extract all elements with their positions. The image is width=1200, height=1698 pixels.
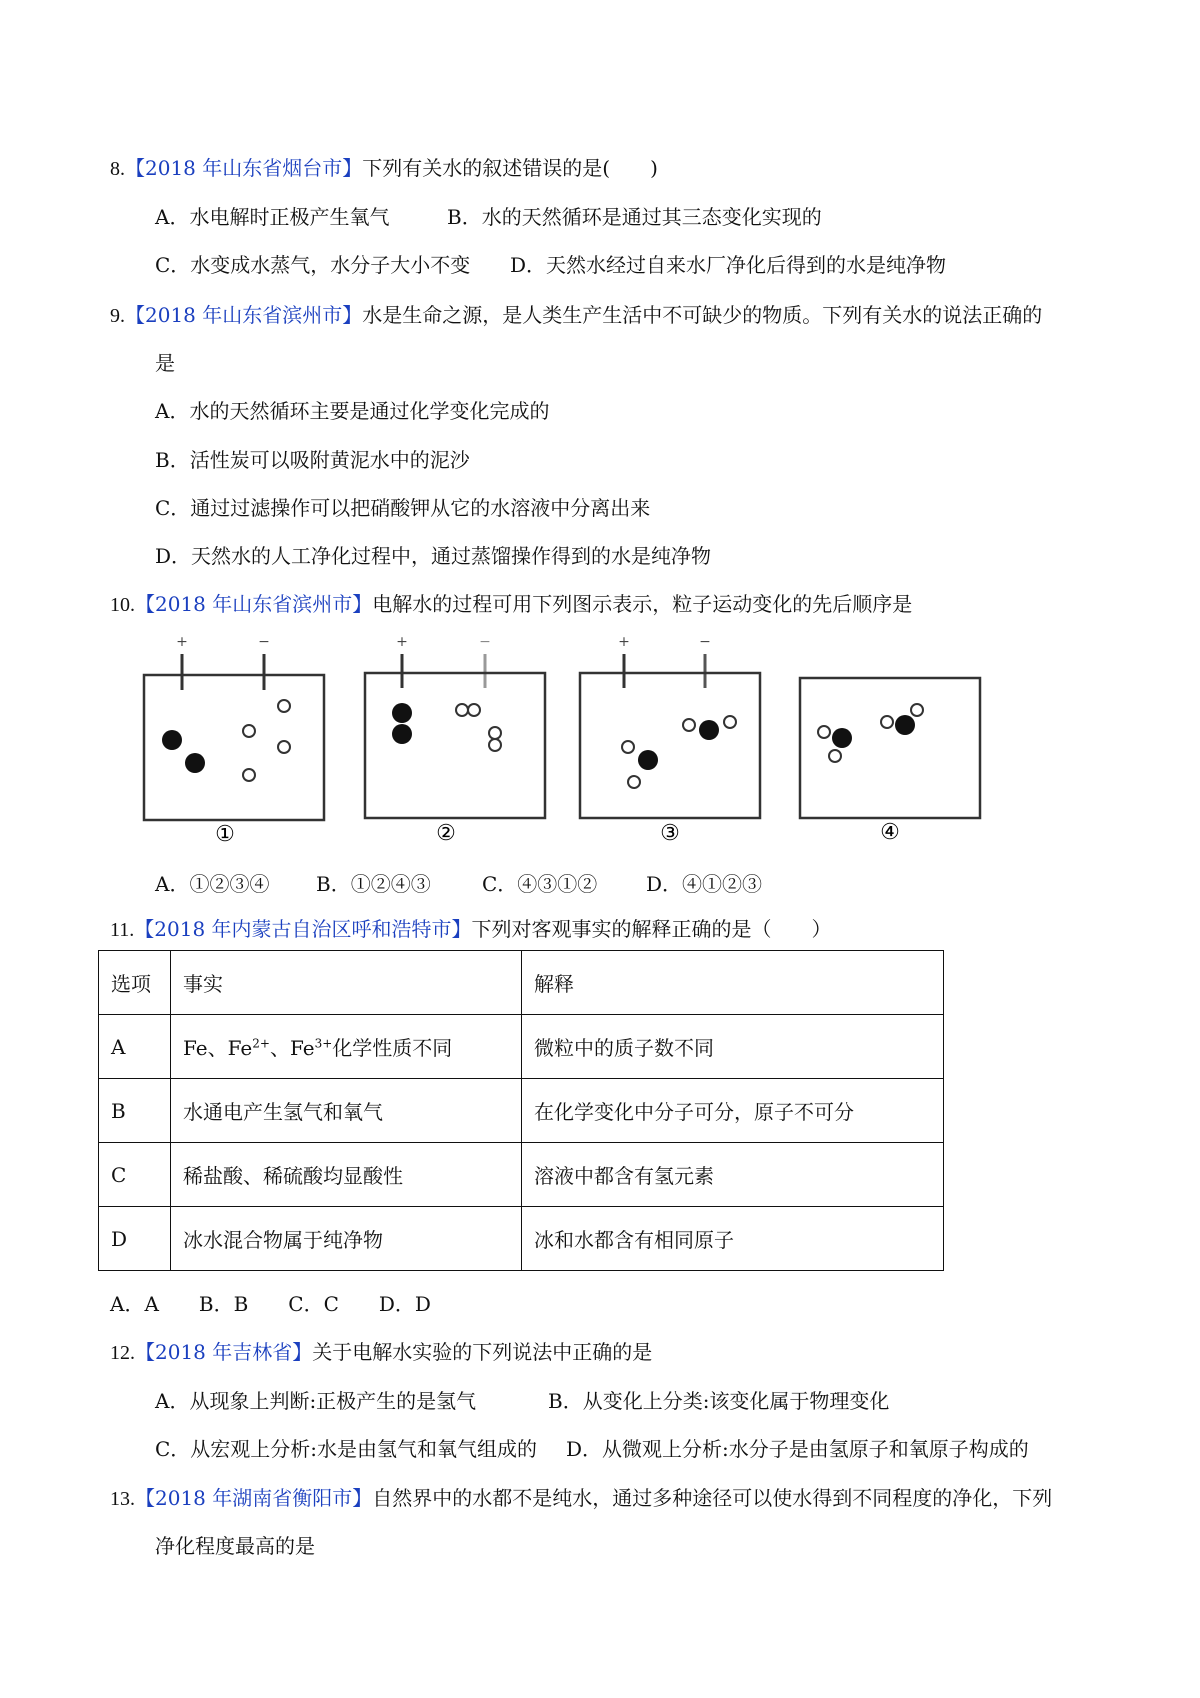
option-b: B．水的天然循环是通过其三态变化实现的 bbox=[447, 205, 822, 229]
question-11-options: A．A B．B C．C D．D bbox=[110, 1292, 431, 1316]
option-c: C．从宏观上分析:水是由氢气和氧气组成的 bbox=[155, 1437, 538, 1461]
question-text: 下列有关水的叙述错误的是( ) bbox=[362, 156, 658, 180]
panel-2 bbox=[365, 634, 545, 846]
table-row bbox=[99, 1015, 944, 1079]
option-b: B．从变化上分类:该变化属于物理变化 bbox=[548, 1389, 890, 1413]
question-8-stem bbox=[110, 154, 658, 183]
table-row bbox=[99, 1079, 944, 1143]
option-a: A．水电解时正极产生氧气 bbox=[155, 205, 390, 229]
question-text: 下列对客观事实的解释正确的是（ ） bbox=[471, 917, 832, 941]
option-d: D．④①②③ bbox=[646, 872, 763, 896]
option-a: A．从现象上判断:正极产生的是氢气 bbox=[155, 1389, 477, 1413]
question-text: 关于电解水实验的下列说法中正确的是 bbox=[312, 1340, 653, 1364]
table-header: 事实 bbox=[171, 951, 522, 1015]
table-cell-option: C bbox=[99, 1143, 171, 1207]
question-12-stem bbox=[110, 1338, 652, 1367]
panel-label: ① bbox=[215, 822, 235, 847]
table-cell-fact: 稀盐酸、稀硫酸均显酸性 bbox=[171, 1143, 522, 1207]
table-cell-fact: 水通电产生氢气和氧气 bbox=[171, 1079, 522, 1143]
question-source: 【2018 年吉林省】 bbox=[135, 1340, 313, 1364]
table-cell-option: A bbox=[99, 1015, 171, 1079]
question-source: 【2018 年湖南省衡阳市】 bbox=[135, 1486, 373, 1510]
question-number: 10. bbox=[110, 594, 135, 616]
table-header-row bbox=[99, 951, 944, 1015]
question-text: 自然界中的水都不是纯水，通过多种途径可以使水得到不同程度的净化，下列 bbox=[372, 1486, 1053, 1510]
table-cell-fact: 冰水混合物属于纯净物 bbox=[171, 1207, 522, 1271]
option-a: A．①②③④ bbox=[155, 872, 270, 896]
table-cell-explanation: 微粒中的质子数不同 bbox=[522, 1015, 944, 1079]
question-text-continued: 是 bbox=[155, 351, 175, 375]
question-11-stem bbox=[110, 915, 832, 944]
question-10-stem bbox=[110, 590, 912, 619]
question-text: 电解水的过程可用下列图示表示，粒子运动变化的先后顺序是 bbox=[372, 592, 913, 616]
table-header: 选项 bbox=[99, 951, 171, 1015]
positive-electrode-label: + bbox=[618, 634, 630, 650]
panel-label: ④ bbox=[880, 820, 900, 845]
table-cell-fact: Fe、$Fe^{2+}$、$Fe^{3+}$化学性质不同 bbox=[171, 1015, 522, 1079]
question-source: 【2018 年山东省烟台市】 bbox=[125, 156, 363, 180]
electrolysis-diagram bbox=[135, 630, 995, 850]
negative-electrode-label: − bbox=[699, 634, 711, 650]
question-9-stem bbox=[110, 301, 1042, 330]
panel-1 bbox=[144, 634, 324, 847]
panel-4 bbox=[800, 678, 980, 845]
positive-electrode-label: + bbox=[176, 634, 188, 650]
table-cell-option: D bbox=[99, 1207, 171, 1271]
negative-electrode-label: − bbox=[258, 634, 270, 650]
question-text-continued: 净化程度最高的是 bbox=[155, 1534, 315, 1558]
facts-table bbox=[98, 950, 944, 1271]
table-cell-option: B bbox=[99, 1079, 171, 1143]
question-number: 11. bbox=[110, 919, 135, 941]
option-d: D．从微观上分析:水分子是由氢原子和氧原子构成的 bbox=[566, 1437, 1029, 1461]
option-c: C．④③①② bbox=[482, 872, 598, 896]
option-d: D．天然水的人工净化过程中，通过蒸馏操作得到的水是纯净物 bbox=[155, 544, 712, 568]
question-source: 【2018 年山东省滨州市】 bbox=[135, 592, 373, 616]
positive-electrode-label: + bbox=[396, 634, 408, 650]
option-b: B．①②④③ bbox=[316, 872, 431, 896]
table-header: 解释 bbox=[522, 951, 944, 1015]
option-d: D．天然水经过自来水厂净化后得到的水是纯净物 bbox=[510, 253, 947, 277]
option-c: C．水变成水蒸气，水分子大小不变 bbox=[155, 253, 471, 277]
panel-label: ③ bbox=[660, 821, 680, 846]
table-cell-explanation: 冰和水都含有相同原子 bbox=[522, 1207, 944, 1271]
table-cell-explanation: 溶液中都含有氢元素 bbox=[522, 1143, 944, 1207]
question-source: 【2018 年山东省滨州市】 bbox=[125, 303, 363, 327]
question-number: 12. bbox=[110, 1342, 135, 1364]
question-number: 8. bbox=[110, 158, 125, 180]
question-number: 13. bbox=[110, 1488, 135, 1510]
option-c: C．通过过滤操作可以把硝酸钾从它的水溶液中分离出来 bbox=[155, 496, 651, 520]
question-number: 9. bbox=[110, 305, 125, 327]
table-row bbox=[99, 1143, 944, 1207]
panel-3 bbox=[580, 634, 760, 846]
table-row bbox=[99, 1207, 944, 1271]
negative-electrode-label: − bbox=[479, 634, 491, 650]
question-text: 水是生命之源，是人类生产生活中不可缺少的物质。下列有关水的说法正确的 bbox=[362, 303, 1043, 327]
panel-label: ② bbox=[436, 821, 456, 846]
table-cell-explanation: 在化学变化中分子可分，原子不可分 bbox=[522, 1079, 944, 1143]
question-13-stem bbox=[110, 1484, 1052, 1513]
question-source: 【2018 年内蒙古自治区呼和浩特市】 bbox=[134, 917, 472, 941]
option-a: A．水的天然循环主要是通过化学变化完成的 bbox=[155, 399, 550, 423]
option-b: B．活性炭可以吸附黄泥水中的泥沙 bbox=[155, 448, 470, 472]
